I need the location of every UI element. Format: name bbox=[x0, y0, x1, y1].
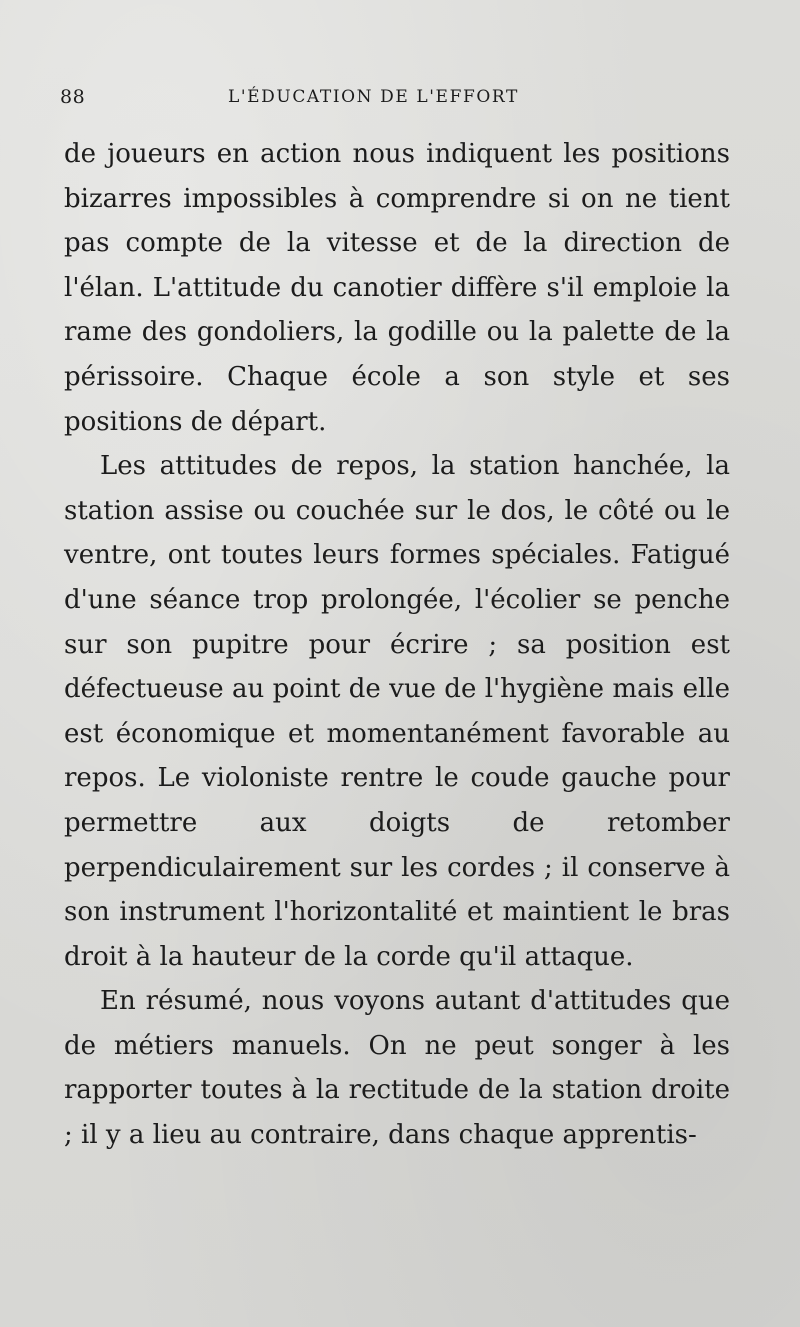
running-head bbox=[60, 86, 740, 116]
scan-speck bbox=[4, 1302, 12, 1310]
body-text bbox=[64, 132, 730, 1158]
paragraph-1: de joueurs en action nous indiquent les positions bizarres impossibles à comprendre si on ne tient pas compte de la vitesse et de la direction de l'élan. L'attitude du canotier diffère s'il emploie la rame des gondoliers, la godille ou la palette de la périssoire. Chaque école a son style et ses positions de départ. bbox=[64, 139, 730, 437]
page-number: 88 bbox=[60, 86, 86, 108]
paragraph-2: Les attitudes de repos, la station hanchée, la station assise ou couchée sur le dos, le côté ou le ventre, ont toutes leurs formes spéciales. Fatigué d'une séance trop prolongée, l'écolier se penche sur son pupitre pour écrire ; sa position est défectueuse au point de vue de l'hygiène mais elle est économique et momentanément favorable au repos. Le violoniste rentre le coude gauche pour permettre aux doigts de retomber perpendiculairement sur les cordes ; il conserve à son instrument l'horizontalité et maintient le bras droit à la hauteur de la corde qu'il attaque. bbox=[64, 451, 730, 972]
running-title: L'ÉDUCATION DE L'EFFORT bbox=[228, 87, 519, 107]
paragraph-3: En résumé, nous voyons autant d'attitudes que de métiers manuels. On ne peut songer à les rapporter toutes à la rectitude de la station droite ; il y a lieu au contraire, dans chaque apprentis- bbox=[64, 986, 730, 1151]
